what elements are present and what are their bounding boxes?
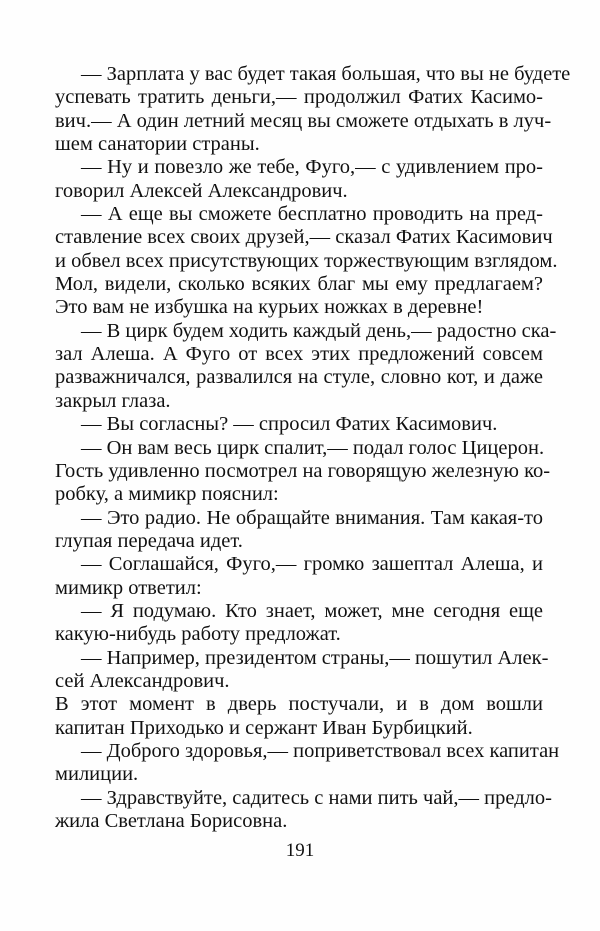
text-line: шем санатории страны. bbox=[55, 133, 260, 156]
text-line: — Соглашайся, Фуго,— громко зашептал Алеша, и bbox=[81, 553, 543, 576]
text-line: — А еще вы сможете бесплатно проводить на пред- bbox=[81, 203, 543, 226]
text-line: — Зарплата у вас будет такая большая, что вы не будете bbox=[81, 63, 571, 85]
page-number: 191 bbox=[285, 840, 315, 861]
text-line: разважничался, развалился на стуле, словно кот, и даже bbox=[55, 366, 543, 389]
text-line: — В цирк будем ходить каждый день,— радостно ска- bbox=[81, 319, 557, 342]
text-line: жила Светлана Борисовна. bbox=[55, 810, 288, 832]
text-line: закрыл глаза. bbox=[55, 389, 171, 412]
text-line: Гость удивленно посмотрел на говорящую железную ко- bbox=[55, 459, 551, 482]
text-line: — Вы согласны? — спросил Фатих Касимович. bbox=[81, 413, 498, 436]
text-line: сей Александрович. bbox=[55, 669, 230, 692]
text-line: говорил Алексей Александрович. bbox=[55, 179, 348, 202]
text-line: — Например, президентом страны,— пошутил Алек- bbox=[81, 646, 549, 669]
text-line: милиции. bbox=[55, 763, 139, 786]
text-line: зал Алеша. А Фуго от всех этих предложений совсем bbox=[55, 343, 543, 366]
text-line: Это вам не избушка на курьих ножках в деревне! bbox=[55, 296, 484, 319]
text-line: В этот момент в дверь постучали, и в дом вошли bbox=[55, 693, 543, 716]
body-text bbox=[55, 63, 571, 833]
text-line: капитан Приходько и сержант Иван Бурбицкий. bbox=[55, 716, 473, 739]
text-line: робку, а мимикр пояснил: bbox=[55, 483, 279, 506]
text-line: — Я подумаю. Кто знает, может, мне сегодня еще bbox=[81, 599, 543, 622]
text-line: какую-нибудь работу предложат. bbox=[55, 623, 341, 646]
text-line: успевать тратить деньги,— продолжил Фатих Касимо- bbox=[55, 86, 543, 109]
text-line: и обвел всех присутствующих торжествующим взглядом. bbox=[55, 249, 558, 272]
text-line: — Здравствуйте, садитесь с нами пить чай,— предло- bbox=[81, 786, 552, 809]
text-line: — Это радио. Не обращайте внимания. Там какая-то bbox=[81, 506, 543, 529]
text-line: вич.— А один летний месяц вы сможете отдыхать в луч- bbox=[55, 109, 552, 132]
text-line: глупая передача идет. bbox=[55, 529, 243, 552]
text-line: мимикр ответил: bbox=[55, 576, 202, 599]
text-line: ставление всех своих друзей,— сказал Фатих Касимович bbox=[55, 226, 553, 249]
text-line: Мол, видели, сколько всяких благ мы ему предлагаем? bbox=[55, 273, 543, 296]
text-line: — Он вам весь цирк спалит,— подал голос Цицерон. bbox=[81, 436, 545, 459]
text-line: — Доброго здоровья,— поприветствовал всех капитан bbox=[81, 739, 560, 762]
text-line: — Ну и повезло же тебе, Фуго,— с удивлением про- bbox=[81, 156, 543, 179]
